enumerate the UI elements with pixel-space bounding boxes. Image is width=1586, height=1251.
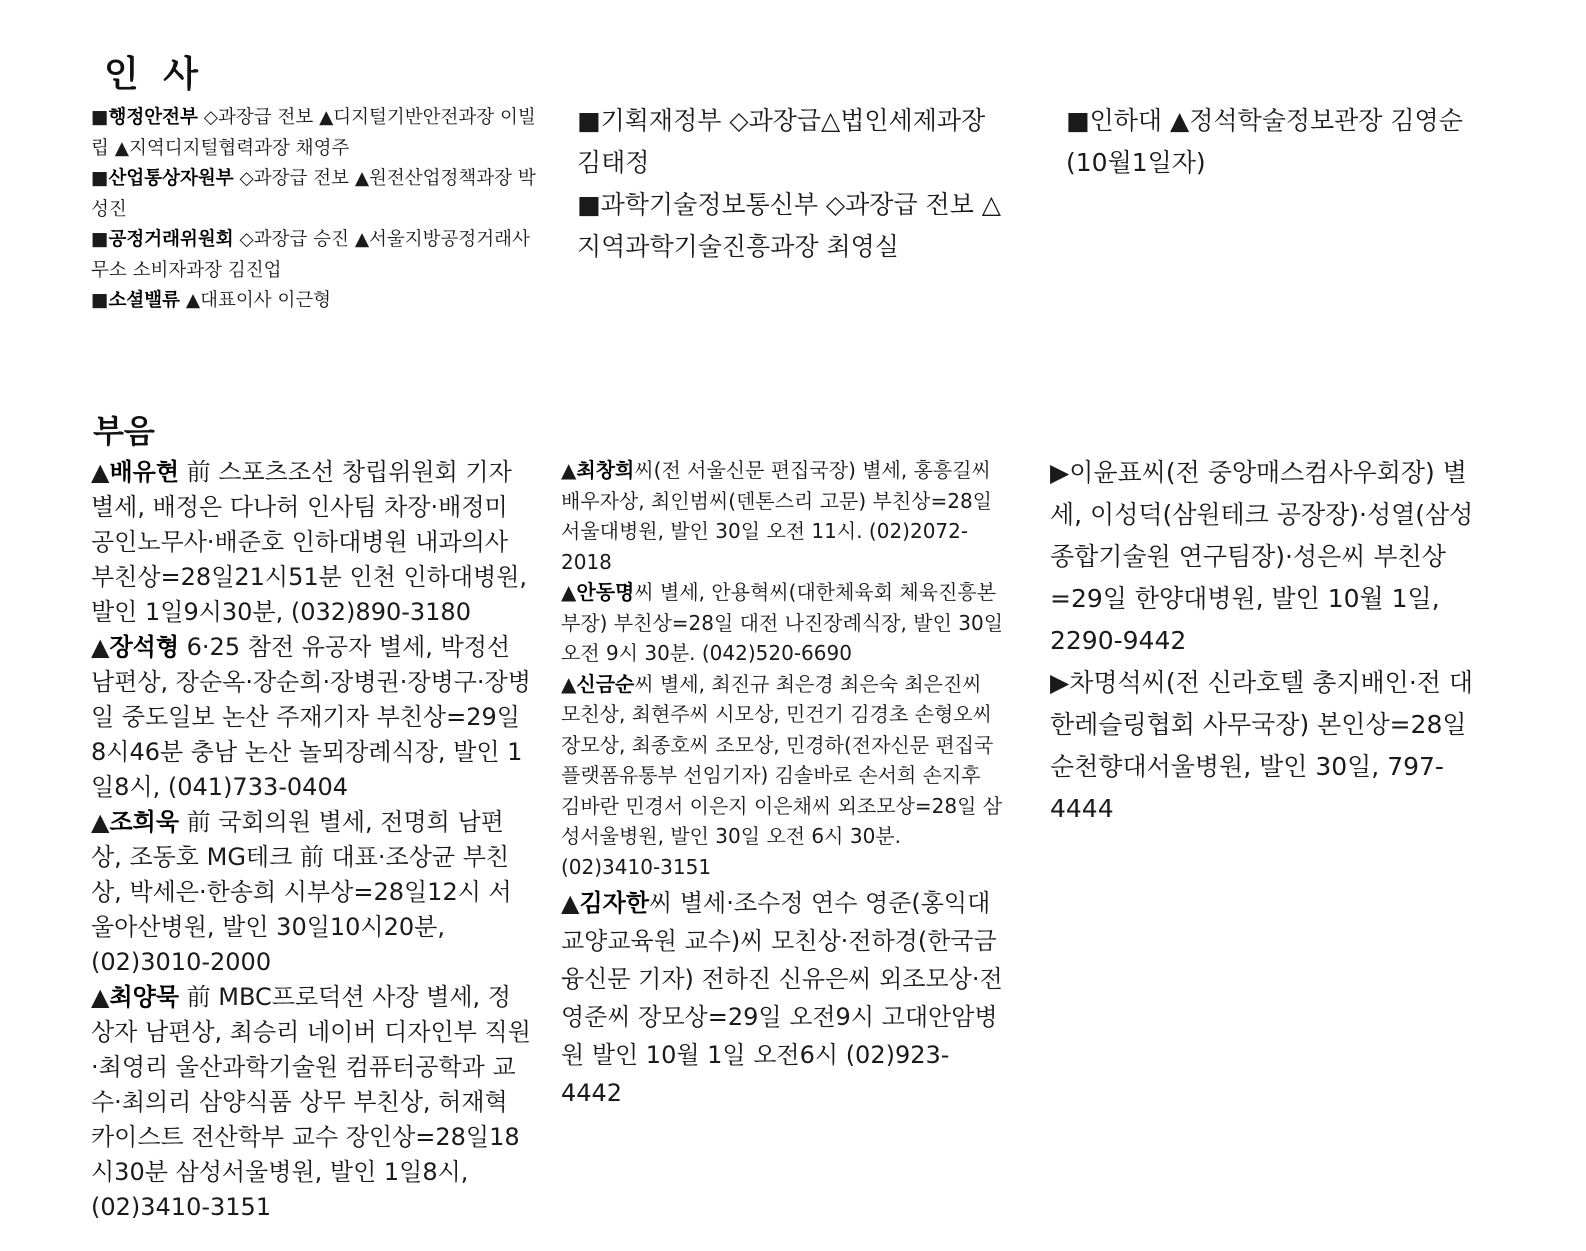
insa-entry (577, 100, 1017, 184)
entry-text: ▲대표이사 이근형 (179, 290, 332, 311)
obituary-entry (1050, 662, 1495, 830)
entry-text: 씨(전 서울신문 편집국장) 별세, 홍흥길씨 배우자상, 최인범씨(덴톤스리 고문) 부친상=28일 서울대병원, 발인 30일 오전 11시. (02)2072-2018 (561, 458, 993, 574)
entry-marker: ■ (577, 190, 601, 219)
insa-entry (577, 184, 1017, 268)
entry-text: 前 국회의원 별세, 전명희 남편상, 조동호 MG테크 前 대표·조상균 부친상, 박세은·한송희 시부상=28일12시 서울아산병원, 발인 30일10시20분, (02)3010-2000 (91, 808, 512, 976)
entry-name: 최창희 (576, 458, 635, 482)
entry-marker: ▲ (561, 889, 580, 917)
entry-text: 6·25 참전 유공자 별세, 박정선 남편상, 장순옥·장순희·장병권·장병구·장병일 중도일보 논산 주재기자 부친상=29일8시46분 충남 논산 놀뫼장례식장, 발인 1일8시, (041)733-0404 (91, 633, 531, 801)
entry-marker: ▲ (91, 458, 110, 486)
insa-column-3 (1066, 100, 1506, 184)
entry-org: 과학기술정보통신부 (600, 190, 818, 219)
entry-marker: ▲ (91, 808, 110, 836)
entry-marker: ■ (91, 107, 109, 128)
entry-org: 기획재정부 (600, 106, 722, 135)
entry-name: 배유현 (109, 458, 180, 486)
insa-column-1 (91, 103, 543, 317)
section-title-bueum: 부음 (93, 412, 155, 450)
entry-text: ◇과장급 승진 ▲서울지방공정거래사무소 소비자과장 김진업 (91, 229, 530, 281)
entry-marker: ▶ (1050, 458, 1070, 487)
entry-marker: ▲ (561, 580, 577, 604)
entry-name: 안동명 (576, 580, 635, 604)
entry-marker: ■ (91, 290, 109, 311)
entry-name: 이윤표 (1069, 458, 1142, 487)
entry-text: 씨 별세·조수정 연수 영준(홍익대 교양교육원 교수)씨 모친상·전하경(한국금융신문 기자) 전하진 신유은씨 외조모상·전영준씨 장모상=29일 오전9시 고대안암병원 발인 10월 1일 오전6시 (02)923-4442 (561, 889, 1003, 1107)
entry-org: 소셜밸류 (108, 290, 180, 311)
obituary-entry (561, 884, 1006, 1112)
entry-name: 최양묵 (109, 983, 180, 1011)
entry-text: ◇과장급 전보 △지역과학기술진흥과장 최영실 (577, 190, 1002, 261)
entry-text: 씨(전 중앙매스컴사우회장) 별세, 이성덕(삼원테크 공장장)·성열(삼성종합기술원 연구팀장)·성은씨 부친상=29일 한양대병원, 발인 10월 1일, 2290-9442 (1050, 458, 1474, 655)
entry-marker: ▲ (91, 983, 110, 1011)
entry-marker: ■ (577, 106, 601, 135)
entry-text: ◇과장급 전보 ▲원전산업정책과장 박성진 (91, 168, 536, 220)
entry-org: 행정안전부 (108, 107, 198, 128)
entry-text: 前 MBC프로덕션 사장 별세, 정상자 남편상, 최승리 네이버 디자인부 직원·최영리 울산과학기술원 컴퓨터공학과 교수·최의리 삼양식품 상무 부친상, 허재혁 카이스트 전산학부 교수 장인상=28일18시30분 삼성서울병원, 발인 1일8시, (02)3410-3151 (91, 983, 531, 1221)
insa-entry (91, 286, 543, 317)
entry-text: ◇과장급△법인세제과장 김태정 (577, 106, 986, 177)
insa-column-2 (577, 100, 1017, 268)
obituary-entry (91, 805, 531, 980)
entry-org: 인하대 (1089, 106, 1163, 135)
section-title-insa: 인 사 (104, 54, 205, 95)
entry-text: ▲정석학술정보관장 김영순 (10월1일자) (1066, 106, 1463, 177)
entry-text: ◇과장급 전보 ▲디지털기반안전과장 이빌립 ▲지역디지털협력과장 채영주 (91, 107, 536, 159)
entry-name: 조희욱 (109, 808, 180, 836)
entry-marker: ■ (91, 229, 109, 250)
entry-text: 씨(전 신라호텔 총지배인·전 대한레슬링협회 사무국장) 본인상=28일 순천향대서울병원, 발인 30일, 797-4444 (1050, 668, 1474, 823)
entry-marker: ▲ (561, 458, 577, 482)
entry-org: 공정거래위원회 (108, 229, 234, 250)
insa-entry (91, 225, 543, 286)
entry-org: 산업통상자원부 (108, 168, 234, 189)
entry-name: 신금순 (576, 671, 635, 696)
entry-text: 씨 별세, 최진규 최은경 최은숙 최은진씨 모친상, 최현주씨 시모상, 민건기 김경초 손형오씨 장모상, 최종호씨 조모상, 민경하(전자신문 편집국 플랫폼유통부 선임기자) 김솔바로 손서희 손지후 김바란 민경서 이은지 이은채씨 외조모상=28일 삼성서울병원, 발인 30일 오전 6시 30분. (02)3410-3151 (561, 671, 1003, 879)
entry-marker: ■ (1066, 106, 1090, 135)
obituary-entry (1050, 452, 1495, 662)
obituary-entry (561, 669, 1006, 883)
insa-entry (1066, 100, 1506, 184)
entry-text: 前 스포츠조선 창립위원회 기자 별세, 배정은 다나허 인사팀 차장·배정미 공인노무사·배준호 인하대병원 내과의사 부친상=28일21시51분 인천 인하대병원, 발인 1일9시30분, (032)890-3180 (91, 458, 528, 626)
bueum-column-2 (561, 455, 1006, 1112)
obituary-entry (91, 455, 531, 630)
bueum-column-3 (1050, 452, 1495, 830)
entry-marker: ▶ (1050, 668, 1070, 697)
entry-marker: ■ (91, 168, 109, 189)
entry-name: 차명석 (1069, 668, 1142, 697)
bueum-column-1 (91, 455, 531, 1225)
entry-name: 장석형 (109, 633, 180, 661)
obituary-entry (91, 980, 531, 1225)
entry-name: 김자한 (579, 889, 650, 917)
entry-marker: ▲ (561, 671, 577, 696)
insa-entry (91, 164, 543, 225)
obituary-entry (91, 630, 531, 805)
entry-marker: ▲ (91, 633, 110, 661)
obituary-entry (561, 455, 1006, 577)
entry-text: 씨 별세, 안용혁씨(대한체육회 체육진흥본부장) 부친상=28일 대전 나진장례식장, 발인 30일 오전 9시 30분. (042)520-6690 (561, 580, 1004, 665)
insa-entry (91, 103, 543, 164)
obituary-entry (561, 577, 1006, 669)
